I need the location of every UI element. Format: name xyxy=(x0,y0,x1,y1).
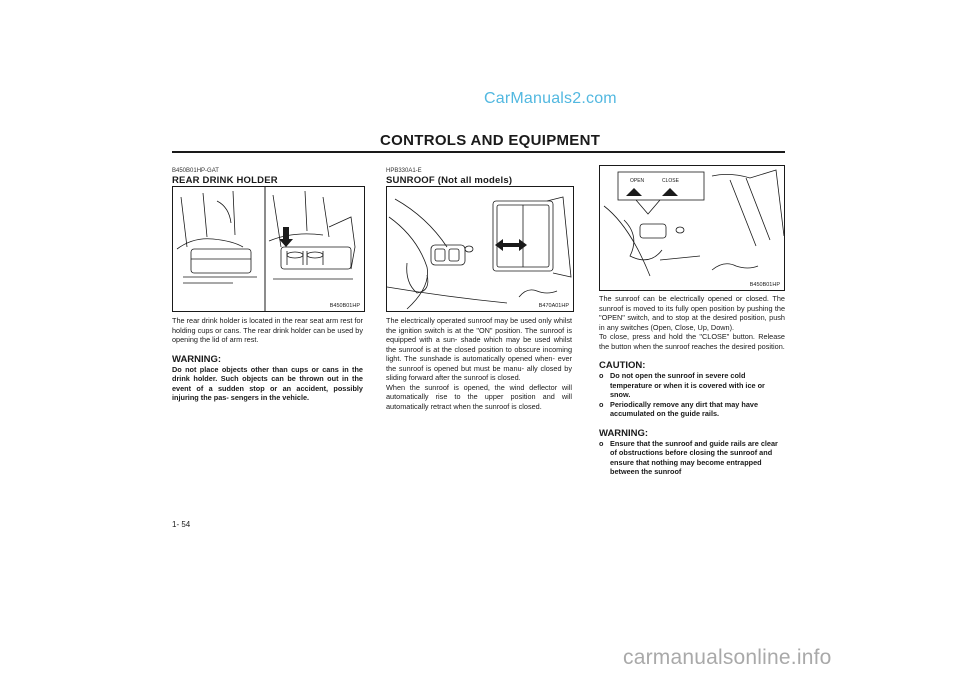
sunroof-figure xyxy=(386,186,574,312)
body-paragraph: The electrically operated sunroof may be used only whilst the ignition switch is at the "ON" position. The sunroof is equipped with a sun- shade which may be used whilst the sunroof is at the closed position to obscure incoming light. The sunshade is automatically opened when- ever the sunroof is opened but must be manu- ally closed by sliding forward after the sunroof is closed. xyxy=(386,316,572,382)
figure-code: B450B01HP xyxy=(329,303,360,309)
figure-label-open: OPEN xyxy=(630,178,645,184)
section-code: B450B01HP-GAT xyxy=(172,168,219,174)
warning-title: WARNING: xyxy=(172,353,222,365)
figure-label-close: CLOSE xyxy=(662,178,679,184)
body-paragraph: The sunroof can be electrically opened or closed. The sunroof is moved to its fully open position by pushing the "OPEN" switch, and to stop at the desired position, push in any switches (Open, Close, Up, Down). xyxy=(599,294,785,332)
warning-item-text: Ensure that the sunroof and guide rails are clear of obstructions before closing the sunroof and ensure that nothing may become entrapped between the sunroof xyxy=(610,438,778,476)
sunroof-switch-figure xyxy=(599,165,785,291)
warning-item xyxy=(599,439,785,477)
drink-holder-figure xyxy=(172,186,365,312)
page-header: CONTROLS AND EQUIPMENT xyxy=(380,132,601,149)
page-number: 1- 54 xyxy=(172,520,191,529)
section-title: SUNROOF (Not all models) xyxy=(386,175,513,186)
figure-code: B470A01HP xyxy=(538,303,569,309)
sunroof-illustration xyxy=(387,187,573,311)
bullet-marker: o xyxy=(599,438,604,448)
figure-code: B450B01HP xyxy=(749,282,780,288)
section-code: HPB330A1-E xyxy=(386,168,422,174)
section-title: REAR DRINK HOLDER xyxy=(172,175,278,186)
drink-holder-illustration xyxy=(173,187,364,311)
caution-item-text: Periodically remove any dirt that may have accumulated on the guide rails. xyxy=(610,399,759,418)
body-paragraph: When the sunroof is opened, the wind deflector will automatically rise to the upper position and will automatically retract when the sunroof is closed. xyxy=(386,382,572,411)
site-link[interactable]: CarManuals2.com xyxy=(484,90,617,107)
bullet-marker: o xyxy=(599,371,604,380)
caution-item xyxy=(599,400,785,419)
body-paragraph: The rear drink holder is located in the rear seat arm rest for holding cups or cans. The rear drink holder can be used by opening the lid of arm rest. xyxy=(172,316,363,344)
sunroof-switch-illustration xyxy=(600,166,784,290)
caution-item xyxy=(599,371,785,400)
footer-link[interactable]: carmanualsonline.info xyxy=(623,646,832,669)
warning-text: Do not place objects other than cups or cans in the drink holder. Such objects can be thrown out in the event of a sudden stop or an accident, possibly injuring the pas- sengers in the vehicle. xyxy=(172,364,363,402)
bullet-marker: o xyxy=(599,399,604,409)
caution-item-text: Do not open the sunroof in severe cold temperature or when it is covered with ice or snow. xyxy=(610,371,765,399)
header-rule xyxy=(172,151,785,153)
warning-title: WARNING: xyxy=(599,427,649,439)
body-paragraph: To close, press and hold the "CLOSE" button. Release the button when the sunroof reaches the desired position. xyxy=(599,332,785,351)
caution-title: CAUTION: xyxy=(599,360,646,371)
